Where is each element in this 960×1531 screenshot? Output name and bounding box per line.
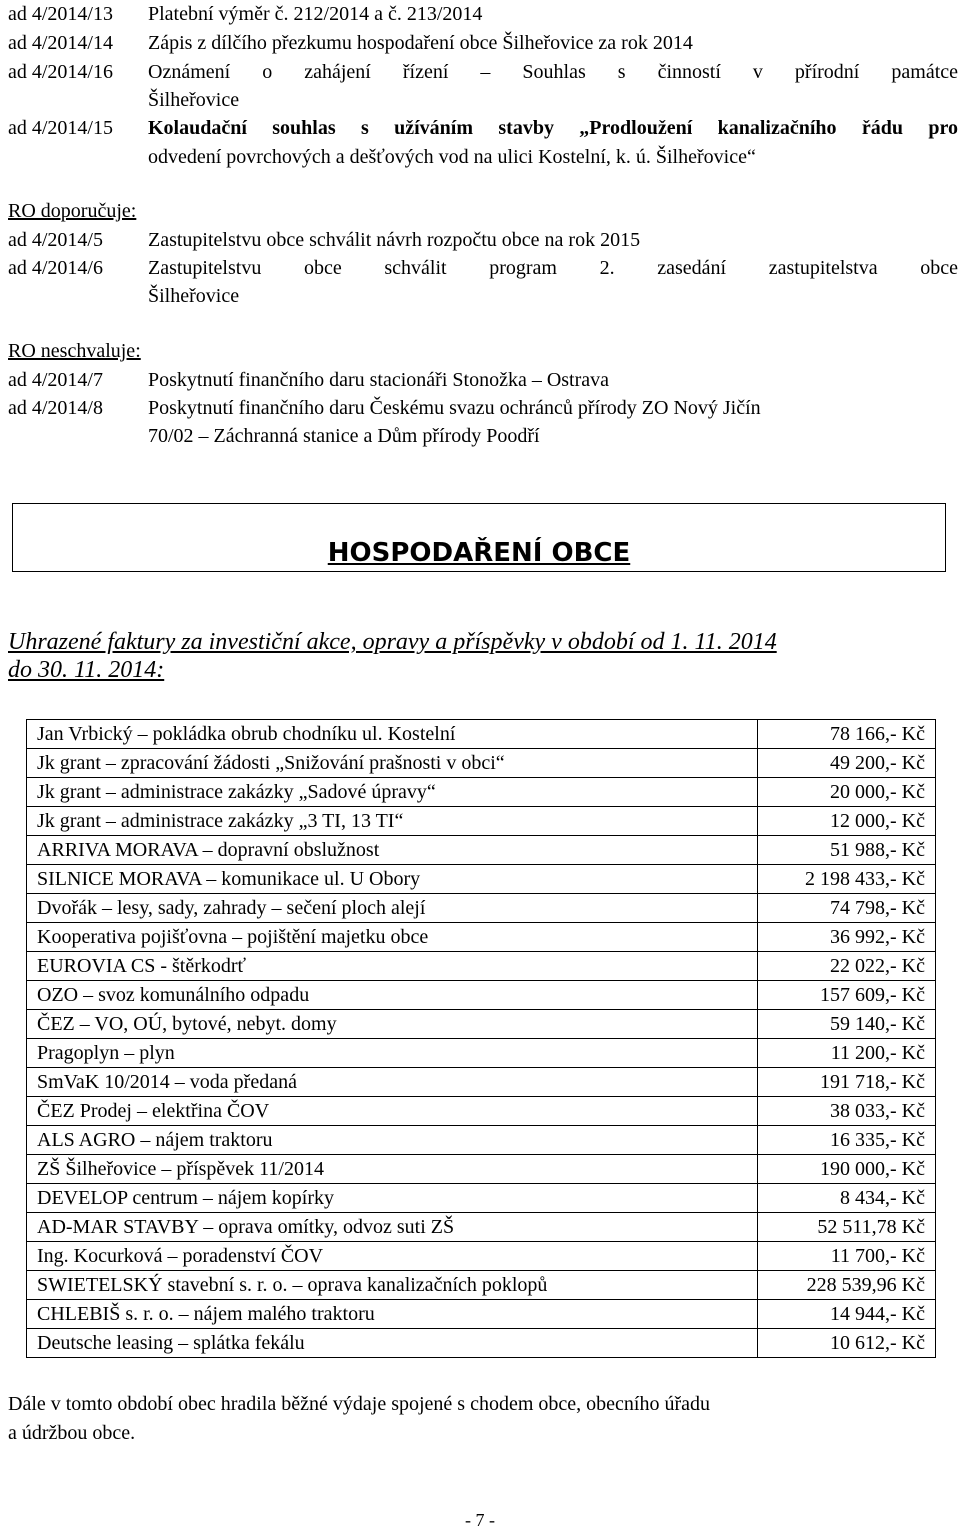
- invoice-row: [27, 1329, 936, 1358]
- invoice-row: [27, 923, 936, 952]
- invoice-row: [27, 1213, 936, 1242]
- invoice-amount: 51 988,- Kč: [758, 836, 936, 865]
- invoice-description: Ing. Kocurková – poradenství ČOV: [27, 1242, 758, 1271]
- invoice-amount: 8 434,- Kč: [758, 1184, 936, 1213]
- invoice-description: DEVELOP centrum – nájem kopírky: [27, 1184, 758, 1213]
- item-text: Oznámení o zahájení řízení – Souhlas s činností v přírodní památce: [148, 61, 958, 83]
- invoice-row: [27, 1126, 936, 1155]
- invoice-description: ZŠ Šilheřovice – příspěvek 11/2014: [27, 1155, 758, 1184]
- invoice-row: [27, 836, 936, 865]
- item-code: ad 4/2014/13: [8, 3, 113, 25]
- invoice-amount: 59 140,- Kč: [758, 1010, 936, 1039]
- item-code: ad 4/2014/7: [8, 369, 103, 391]
- item-text: Zastupitelstvu obce schválit program 2. zasedání zastupitelstva obce: [148, 257, 958, 279]
- invoice-row: [27, 1039, 936, 1068]
- page-number: - 7 -: [465, 1510, 495, 1530]
- item-text: Poskytnutí finančního daru Českému svazu ochránců přírody ZO Nový Jičín: [148, 397, 761, 419]
- invoice-amount: 190 000,- Kč: [758, 1155, 936, 1184]
- item-text: Kolaudační souhlas s užíváním stavby „Prodloužení kanalizačního řádu pro: [148, 117, 958, 139]
- invoice-row: [27, 894, 936, 923]
- item-code: ad 4/2014/8: [8, 397, 103, 419]
- section-heading-box: [12, 503, 946, 572]
- invoice-amount: 12 000,- Kč: [758, 807, 936, 836]
- invoice-description: ČEZ Prodej – elektřina ČOV: [27, 1097, 758, 1126]
- invoice-description: ARRIVA MORAVA – dopravní obslužnost: [27, 836, 758, 865]
- invoice-amount: 16 335,- Kč: [758, 1126, 936, 1155]
- invoice-description: ČEZ – VO, OÚ, bytové, nebyt. domy: [27, 1010, 758, 1039]
- invoice-row: [27, 1155, 936, 1184]
- invoice-row: [27, 749, 936, 778]
- invoice-description: CHLEBIŠ s. r. o. – nájem malého traktoru: [27, 1300, 758, 1329]
- invoice-amount: 78 166,- Kč: [758, 720, 936, 749]
- item-code: ad 4/2014/16: [8, 61, 113, 83]
- item-text: Zápis z dílčího přezkumu hospodaření obce Šilheřovice za rok 2014: [148, 32, 693, 54]
- invoice-row: [27, 981, 936, 1010]
- invoices-table: [26, 719, 936, 1358]
- invoice-amount: 74 798,- Kč: [758, 894, 936, 923]
- invoice-description: OZO – svoz komunálního odpadu: [27, 981, 758, 1010]
- invoice-description: Jk grant – administrace zakázky „Sadové úpravy“: [27, 778, 758, 807]
- invoice-description: Jk grant – zpracování žádosti „Snižování prašnosti v obci“: [27, 749, 758, 778]
- invoice-amount: 36 992,- Kč: [758, 923, 936, 952]
- invoice-row: [27, 720, 936, 749]
- period-title-line: Uhrazené faktury za investiční akce, opravy a příspěvky v období od 1. 11. 2014: [8, 629, 777, 655]
- invoice-description: Dvořák – lesy, sady, zahrady – sečení ploch alejí: [27, 894, 758, 923]
- invoice-description: AD-MAR STAVBY – oprava omítky, odvoz suti ZŠ: [27, 1213, 758, 1242]
- rejects-heading: RO neschvaluje:: [8, 340, 141, 362]
- item-text-continuation: Šilheřovice: [148, 89, 240, 111]
- invoice-amount: 38 033,- Kč: [758, 1097, 936, 1126]
- invoice-row: [27, 1010, 936, 1039]
- invoice-row: [27, 1097, 936, 1126]
- invoice-row: [27, 1184, 936, 1213]
- invoice-amount: 157 609,- Kč: [758, 981, 936, 1010]
- invoice-row: [27, 1271, 936, 1300]
- section-heading: HOSPODAŘENÍ OBCE: [327, 538, 631, 568]
- invoice-row: [27, 1068, 936, 1097]
- item-text: Zastupitelstvu obce schválit návrh rozpočtu obce na rok 2015: [148, 229, 641, 251]
- invoice-description: Jk grant – administrace zakázky „3 TI, 13 TI“: [27, 807, 758, 836]
- invoice-description: Jan Vrbický – pokládka obrub chodníku ul. Kostelní: [27, 720, 758, 749]
- item-code: ad 4/2014/6: [8, 257, 103, 279]
- invoice-description: Kooperativa pojišťovna – pojištění majetku obce: [27, 923, 758, 952]
- period-title-line: do 30. 11. 2014:: [8, 657, 165, 683]
- invoice-row: [27, 865, 936, 894]
- invoice-amount: 10 612,- Kč: [758, 1329, 936, 1358]
- invoice-row: [27, 807, 936, 836]
- invoice-amount: 2 198 433,- Kč: [758, 865, 936, 894]
- invoice-amount: 52 511,78 Kč: [758, 1213, 936, 1242]
- footer-note-line: Dále v tomto období obec hradila běžné výdaje spojené s chodem obce, obecního úřadu: [8, 1393, 710, 1415]
- invoice-description: SmVaK 10/2014 – voda předaná: [27, 1068, 758, 1097]
- item-text-continuation: Šilheřovice: [148, 285, 240, 307]
- invoice-description: Pragoplyn – plyn: [27, 1039, 758, 1068]
- invoice-row: [27, 1300, 936, 1329]
- invoice-amount: 191 718,- Kč: [758, 1068, 936, 1097]
- invoice-description: SILNICE MORAVA – komunikace ul. U Obory: [27, 865, 758, 894]
- invoice-amount: 22 022,- Kč: [758, 952, 936, 981]
- invoice-amount: 20 000,- Kč: [758, 778, 936, 807]
- item-code: ad 4/2014/5: [8, 229, 103, 251]
- footer-note-line: a údržbou obce.: [8, 1422, 136, 1444]
- item-code: ad 4/2014/15: [8, 117, 113, 139]
- invoice-row: [27, 1242, 936, 1271]
- invoice-description: SWIETELSKÝ stavební s. r. o. – oprava kanalizačních poklopů: [27, 1271, 758, 1300]
- invoice-description: Deutsche leasing – splátka fekálu: [27, 1329, 758, 1358]
- item-text-continuation: 70/02 – Záchranná stanice a Dům přírody Poodří: [148, 425, 540, 447]
- invoice-amount: 228 539,96 Kč: [758, 1271, 936, 1300]
- footer-note: [8, 1390, 958, 1448]
- item-text-continuation: odvedení povrchových a dešťových vod na ulici Kostelní, k. ú. Šilheřovice“: [148, 146, 756, 168]
- invoice-amount: 11 200,- Kč: [758, 1039, 936, 1068]
- invoice-row: [27, 778, 936, 807]
- invoice-amount: 49 200,- Kč: [758, 749, 936, 778]
- invoice-row: [27, 952, 936, 981]
- invoice-amount: 11 700,- Kč: [758, 1242, 936, 1271]
- invoice-description: ALS AGRO – nájem traktoru: [27, 1126, 758, 1155]
- period-title: [8, 628, 958, 684]
- invoice-amount: 14 944,- Kč: [758, 1300, 936, 1329]
- recommends-heading: RO doporučuje:: [8, 200, 137, 222]
- item-text: Platební výměr č. 212/2014 a č. 213/2014: [148, 3, 483, 25]
- item-text: Poskytnutí finančního daru stacionáři Stonožka – Ostrava: [148, 369, 610, 391]
- item-code: ad 4/2014/14: [8, 32, 113, 54]
- invoice-description: EUROVIA CS - štěrkodrť: [27, 952, 758, 981]
